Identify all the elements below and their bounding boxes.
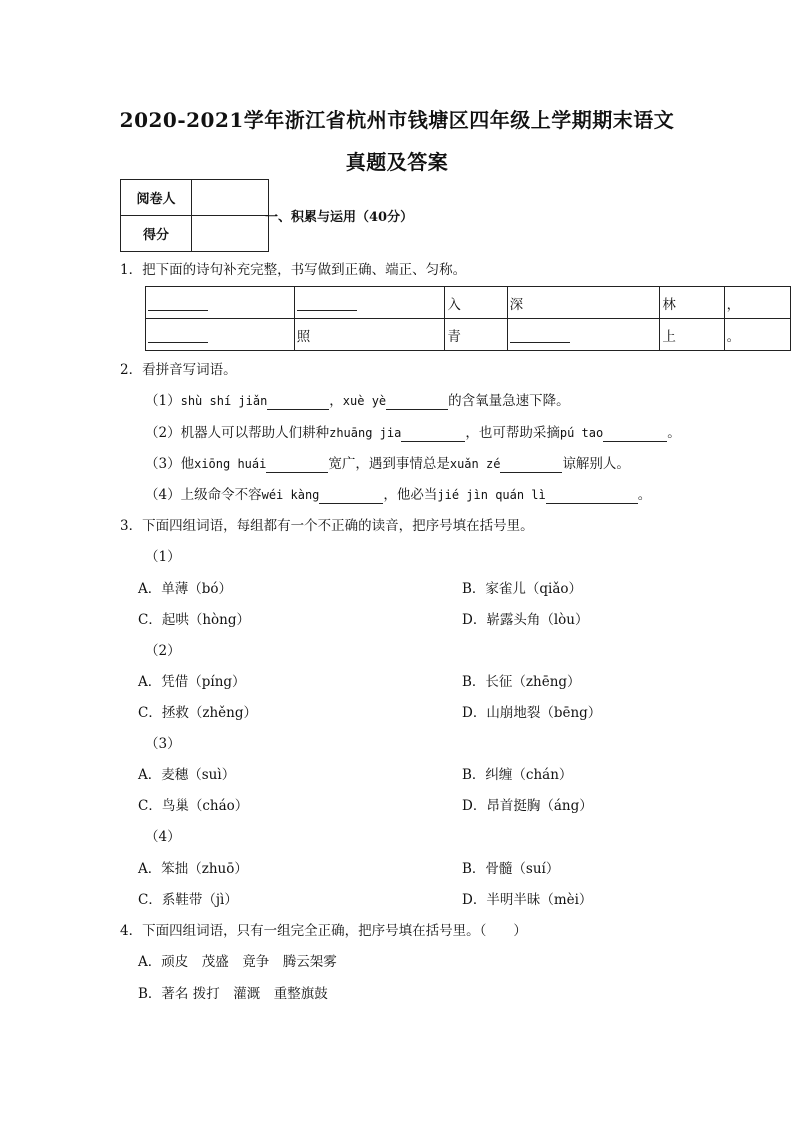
- q3-stem: 3．下面四组词语，每组都有一个不正确的读音，把序号填在括号里。: [120, 518, 534, 534]
- q3-option[interactable]: C．拯救（zhěng）: [138, 705, 257, 721]
- poem-punct: 。: [724, 319, 790, 351]
- answer-blank[interactable]: [266, 457, 328, 473]
- q3-option[interactable]: A．麦穗（suì）: [138, 767, 236, 783]
- q3-group-label: （3）: [145, 736, 181, 752]
- q3-option[interactable]: B．骨髓（suí）: [462, 861, 560, 877]
- q2-sentence-3: （3）他xiōng huái 宽广，遇到事情总是xuǎn zé 谅解别人。: [145, 456, 630, 472]
- answer-blank[interactable]: [546, 488, 638, 504]
- q3-option[interactable]: B．纠缠（chán）: [462, 767, 573, 783]
- poem-char: 青: [445, 319, 507, 351]
- q3-option[interactable]: D．崭露头角（lòu）: [462, 612, 589, 628]
- poem-char: 照: [294, 319, 445, 351]
- poem-blank[interactable]: [146, 287, 295, 319]
- poem-char: 深: [507, 287, 660, 319]
- reviewer-label: 阅卷人: [121, 180, 192, 216]
- q3-option[interactable]: D．山崩地裂（bēng）: [462, 705, 602, 721]
- poem-row-2: [146, 319, 791, 351]
- poem-row-1: [146, 287, 791, 319]
- q3-group-label: （2）: [145, 643, 181, 659]
- score-cell[interactable]: [192, 216, 269, 252]
- q2-sentence-2: （2）机器人可以帮助人们耕种zhuāng jia ，也可帮助采摘pú tao 。: [145, 425, 681, 441]
- q3-option[interactable]: D．昂首挺胸（áng）: [462, 798, 593, 814]
- q3-option[interactable]: A．笨拙（zhuō）: [138, 861, 248, 877]
- q3-option[interactable]: A．单薄（bó）: [138, 581, 233, 597]
- score-label: 得分: [121, 216, 192, 252]
- q3-option[interactable]: C．起哄（hòng）: [138, 612, 250, 628]
- poem-char: 上: [660, 319, 724, 351]
- q2-sentence-1: （1）shù shí jiǎn ，xuè yè 的含氧量急速下降。: [145, 393, 570, 409]
- q3-group-label: （1）: [145, 549, 181, 565]
- page-title: 2020-2021学年浙江省杭州市钱塘区四年级上学期期末语文: [119, 108, 675, 132]
- q3-option[interactable]: B．长征（zhēng）: [462, 674, 581, 690]
- poem-blank[interactable]: [294, 287, 445, 319]
- poem-blank[interactable]: [146, 319, 295, 351]
- q3-option[interactable]: A．凭借（píng）: [138, 674, 246, 690]
- answer-blank[interactable]: [401, 426, 465, 442]
- answer-blank[interactable]: [500, 457, 562, 473]
- answer-blank[interactable]: [603, 426, 667, 442]
- answer-blank[interactable]: [386, 394, 448, 410]
- answer-blank[interactable]: [267, 394, 329, 410]
- q2-sentence-4: （4）上级命令不容wéi kàng ，他必当jié jìn quán lì 。: [145, 487, 652, 503]
- answer-blank[interactable]: [319, 488, 383, 504]
- poem-blank[interactable]: [507, 319, 660, 351]
- q3-option[interactable]: C．系鞋带（jì）: [138, 892, 238, 908]
- q4-stem: 4．下面四组词语，只有一组完全正确，把序号填在括号里。（ ）: [120, 923, 527, 939]
- poem-char: 林: [660, 287, 724, 319]
- q2-stem: 2．看拼音写词语。: [120, 362, 237, 378]
- poem-char: 入: [445, 287, 507, 319]
- q3-option[interactable]: B．家雀儿（qiǎo）: [462, 581, 583, 597]
- q3-group-label: （4）: [145, 829, 181, 845]
- q4-option[interactable]: A．顽皮 茂盛 竟争 腾云架雾: [138, 954, 337, 970]
- q1-stem: 1．把下面的诗句补充完整，书写做到正确、端正、匀称。: [120, 262, 467, 278]
- section-heading: 一、积累与运用（40分）: [265, 210, 414, 225]
- q3-option[interactable]: D．半明半昧（mèi）: [462, 892, 593, 908]
- score-table: [120, 179, 269, 252]
- reviewer-cell[interactable]: [192, 180, 269, 216]
- q4-option[interactable]: B．著名 拨打 灌溉 重整旗鼓: [138, 986, 328, 1002]
- poem-punct: ，: [724, 287, 790, 319]
- poem-table: [145, 286, 791, 351]
- page-subtitle: 真题及答案: [345, 150, 449, 174]
- q3-option[interactable]: C．鸟巢（cháo）: [138, 798, 249, 814]
